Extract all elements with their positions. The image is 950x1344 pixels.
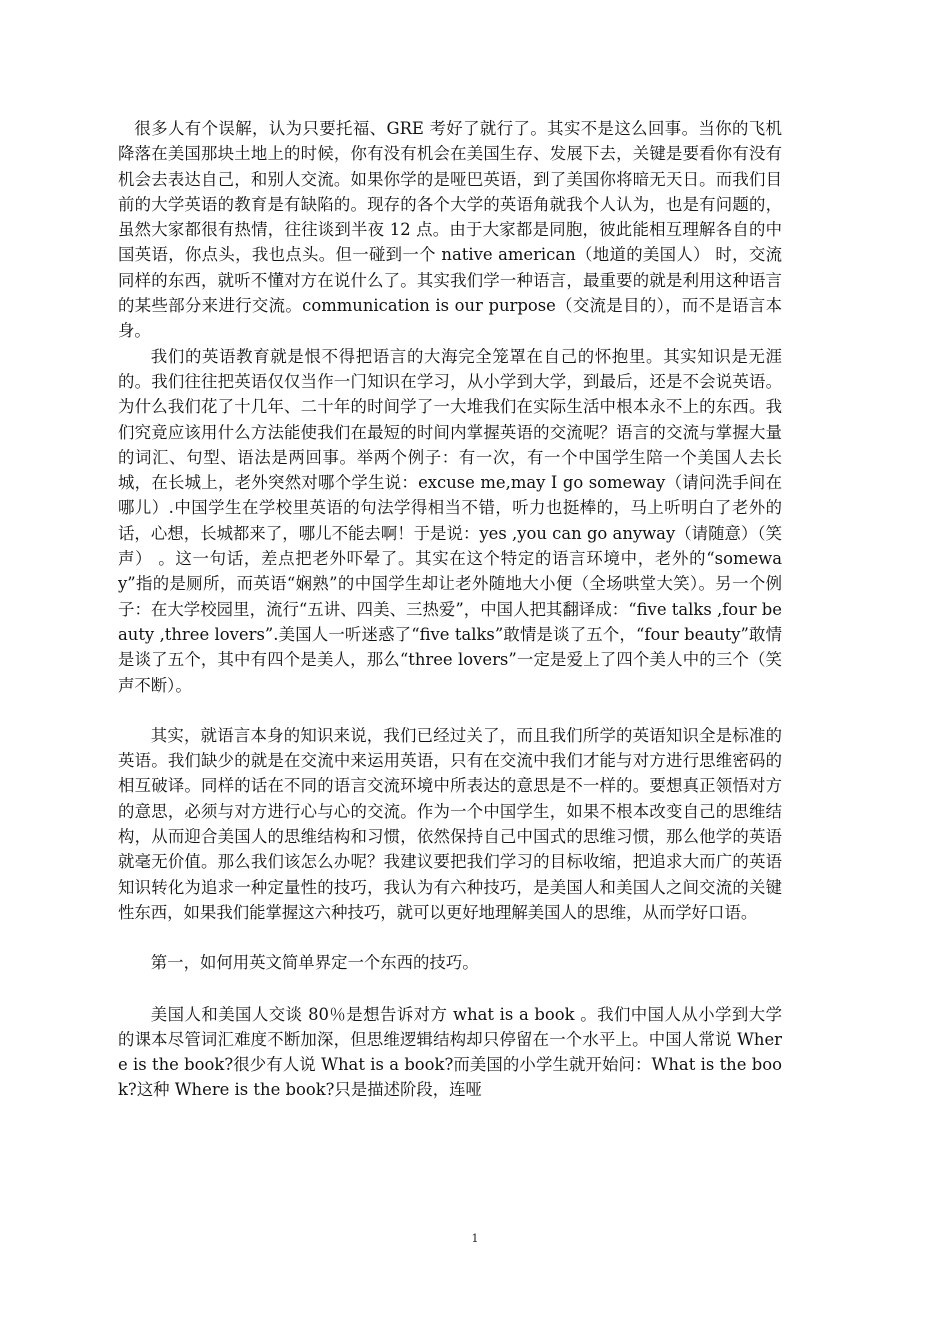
paragraph-intro: 很多人有个误解，认为只要托福、GRE 考好了就行了。其实不是这么回事。当你的飞机降落在美国那块土地上的时候，你有没有机会在美国生存、发展下去，关键是要看你有没有机会去表达自己，和别人交流。如果你学的是哑巴英语，到了美国你将暗无天日。而我们目前的大学英语的教育是有缺陷的。现存的各个大学的英语角就我个人认为，也是有问题的，虽然大家都很有热情，往往谈到半夜 12 点。由于大家都是同胞，彼此能相互理解各自的中国英语，你点头，我也点头。但一碰到一个 native american（地道的美国人） 时，交流同样的东西，就听不懂对方在说什么了。其实我们学一种语言，最重要的就是利用这种语言的某些部分来进行交流。communication is our purpose（交流是目的），而不是语言本身。 bbox=[118, 119, 782, 341]
document-body bbox=[118, 116, 782, 1103]
paragraph-communication: 其实，就语言本身的知识来说，我们已经过关了，而且我们所学的英语知识全是标准的英语。我们缺少的就是在交流中来运用英语，只有在交流中我们才能与对方进行思维密码的相互破译。同样的话在不同的语言交流环境中所表达的意思是不一样的。要想真正领悟对方的意思，必须与对方进行心与心的交流。作为一个中国学生，如果不根本改变自己的思维结构，从而迎合美国人的思维结构和习惯，依然保持自己中国式的思维习惯，那么他学的英语就毫无价值。那么我们该怎么办呢？我建议要把我们学习的目标收缩，把追求大而广的英语知识转化为追求一种定量性的技巧，我认为有六种技巧，是美国人和美国人之间交流的关键性东西，如果我们能掌握这六种技巧，就可以更好地理解美国人的思维，从而学好口语。 bbox=[118, 725, 782, 922]
section-heading-first-skill: 第一，如何用英文简单界定一个东西的技巧。 bbox=[150, 953, 479, 973]
paragraph-education: 我们的英语教育就是恨不得把语言的大海完全笼罩在自己的怀抱里。其实知识是无涯的。我们往往把英语仅仅当作一门知识在学习，从小学到大学，到最后，还是不会说英语。为什么我们花了十几年、二十年的时间学了一大堆我们在实际生活中根本永不上的东西。我们究竟应该用什么方法能使我们在最短的时间内掌握英语的交流呢？语言的交流与掌握大量的词汇、句型、语法是两回事。举两个例子：有一次，有一个中国学生陪一个美国人去长城，在长城上，老外突然对哪个学生说：excuse me,may I go someway（请问洗手间在哪儿）.中国学生在学校里英语的句法学得相当不错，听力也挺棒的，马上听明白了老外的话，心想，长城都来了，哪儿不能去啊！于是说：yes ,you can go anyway（请随意）（笑声） 。这一句话，差点把老外吓晕了。其实在这个特定的语言环境中，老外的“someway”指的是厕所，而英语“娴熟”的中国学生却让老外随地大小便（全场哄堂大笑）。另一个例子：在大学校园里，流行“五讲、四美、三热爱”，中国人把其翻译成：“five talks ,four beauty ,three lovers”.美国人一听迷惑了“five talks”敢情是谈了五个，“four beauty”敢情是谈了五个，其中有四个是美人，那么“three lovers”一定是爱上了四个美人中的三个（笑声不断）。 bbox=[118, 346, 782, 695]
page-number: 1 bbox=[471, 1232, 479, 1245]
paragraph-what-is-a-book: 美国人和美国人交谈 80％是想告诉对方 what is a book 。我们中国人从小学到大学的课本尽管词汇难度不断加深，但思维逻辑结构却只停留在一个水平上。中国人常说 Where is the book?很少有人说 What is a book?而美国的小学生就开始问：What is the book?这种 Where is the book?只是描述阶段，连哑 bbox=[118, 1004, 782, 1100]
